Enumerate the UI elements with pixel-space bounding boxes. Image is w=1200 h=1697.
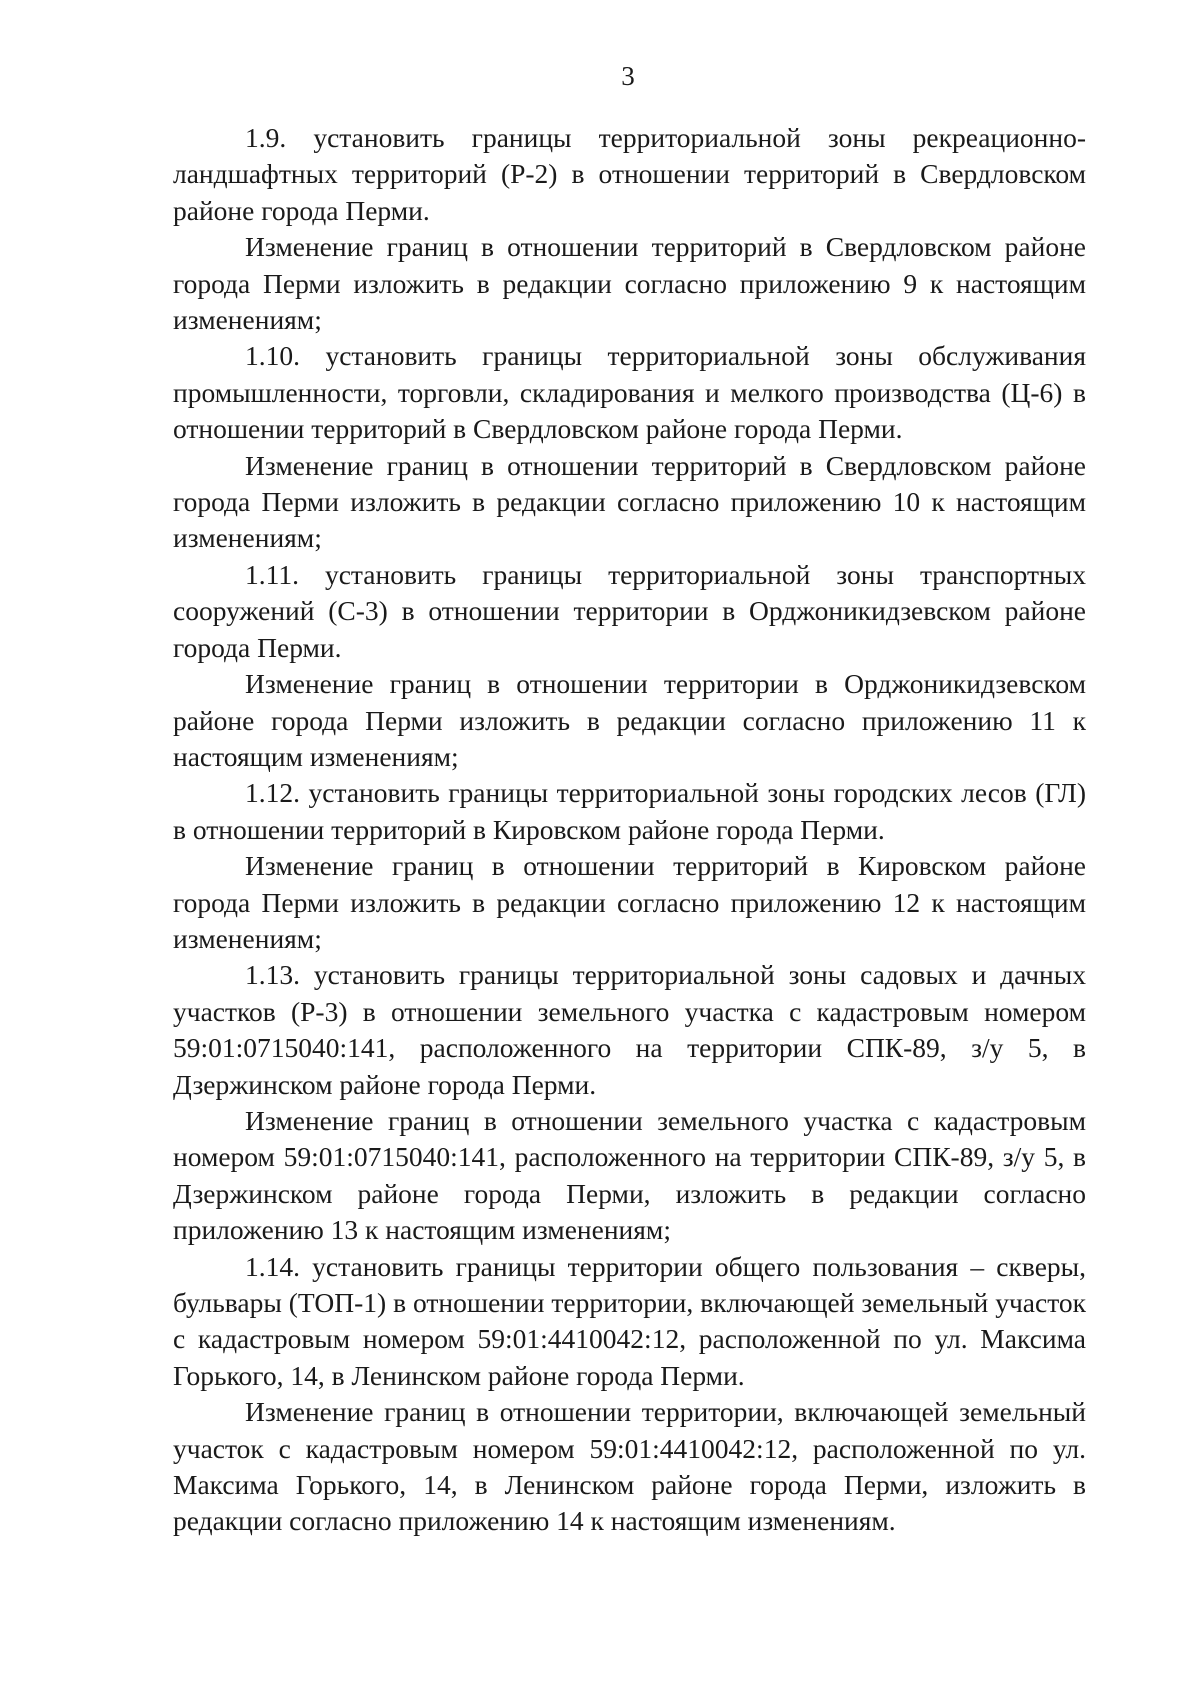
paragraph-1-13: 1.13. установить границы территориальной зоны садовых и дачных участков (Р-3) в отношении земельного участка с кадастровым номером 59:01:0715040:141, расположенного на территории СПК-89, з/у 5, в Дзержинском районе города Перми. [173, 959, 1086, 1100]
paragraph-1-11-change: Изменение границ в отношении территории в Орджоникидзевском районе города Перми изложить в редакции согласно приложению 11 к настоящим изменениям; [173, 668, 1086, 772]
paragraph-1-10-change: Изменение границ в отношении территорий в Свердловском районе города Перми изложить в редакции согласно приложению 10 к настоящим изменениям; [173, 449, 1086, 554]
page-number: 3 [621, 61, 635, 91]
paragraph-1-9-change: Изменение границ в отношении территорий в Свердловском районе города Перми изложить в редакции согласно приложению 9 к настоящим изменениям; [173, 231, 1086, 336]
paragraph-1-14: 1.14. установить границы территории общего пользования – скверы, бульвары (ТОП-1) в отношении территории, включающей земельный участок с кадастровым номером 59:01:4410042:12, расположенной по ул. Максима Горького, 14, в Ленинском районе города Перми. [173, 1250, 1086, 1391]
paragraph-1-13-change: Изменение границ в отношении земельного участка с кадастровым номером 59:01:0715040:141, расположенного на территории СПК-89, з/у 5, в Дзержинском районе города Перми, изложить в редакции согласно приложению 13 к настоящим изменениям; [173, 1104, 1086, 1246]
paragraph-1-11: 1.11. установить границы территориальной зоны транспортных сооружений (С-3) в отношении территории в Орджоникидзевском районе города Перми. [173, 558, 1086, 663]
paragraph-1-9: 1.9. установить границы территориальной зоны рекреационно-ландшафтных территорий (Р-2) в отношении территорий в Свердловском районе города Перми. [173, 122, 1086, 226]
paragraph-1-14-change: Изменение границ в отношении территории, включающей земельный участок с кадастровым номером 59:01:4410042:12, расположенной по ул. Максима Горького, 14, в Ленинском районе города Перми, изложить в редакции согласно приложению 14 к настоящим изменениям. [173, 1396, 1086, 1537]
document-body [173, 120, 1086, 1540]
paragraph-1-12: 1.12. установить границы территориальной зоны городских лесов (ГЛ) в отношении территорий в Кировском районе города Перми. [173, 777, 1086, 845]
paragraph-1-12-change: Изменение границ в отношении территорий в Кировском районе города Перми изложить в редакции согласно приложению 12 к настоящим изменениям; [173, 850, 1086, 954]
paragraph-1-10: 1.10. установить границы территориальной зоны обслуживания промышленности, торговли, складирования и мелкого производства (Ц-6) в отношении территорий в Свердловском районе города Перми. [173, 340, 1086, 445]
